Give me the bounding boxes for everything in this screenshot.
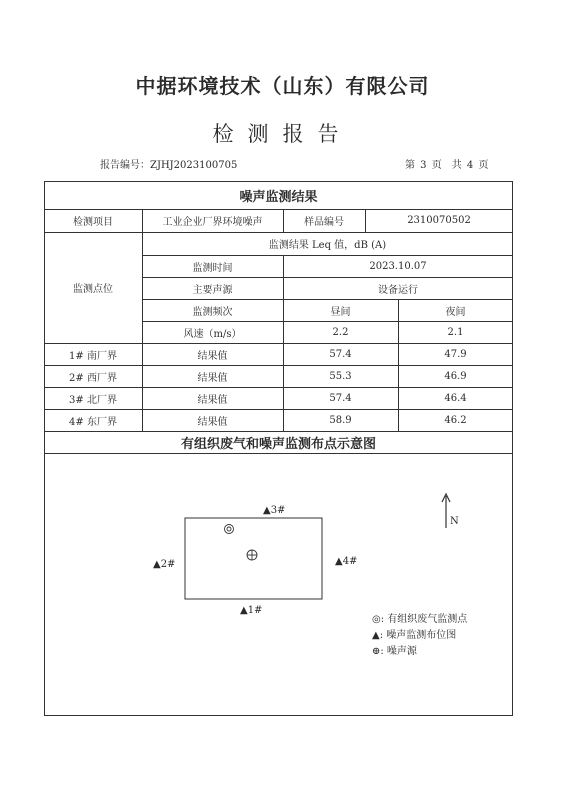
wind-day: 2.2 — [332, 326, 349, 338]
row-day: 57.4 — [329, 392, 352, 404]
legend-gas: ◎: 有组织废气监测点 — [372, 614, 468, 625]
row-night: 46.4 — [444, 392, 467, 404]
row-night: 47.9 — [444, 348, 467, 360]
document-title: 检测报告 — [212, 122, 353, 146]
row-day: 55.3 — [329, 370, 352, 382]
row-point: 1# 南厂界 — [69, 350, 117, 362]
row-night: 46.9 — [444, 370, 467, 382]
row-point: 3# 北厂界 — [69, 394, 117, 406]
source-value: 设备运行 — [378, 284, 418, 296]
row-type: 结果值 — [197, 394, 228, 406]
item-value: 工业企业厂界环境噪声 — [162, 217, 263, 228]
row-day: 58.9 — [329, 414, 352, 426]
source-label: 主要声源 — [192, 284, 233, 296]
noise-source-icon — [247, 550, 257, 560]
point-label: 监测点位 — [73, 284, 113, 295]
row-type: 结果值 — [197, 416, 228, 428]
noise-point-3: ▲3# — [263, 505, 286, 516]
result-header: 监测结果 Leq 值，dB (A) — [268, 240, 387, 251]
gas-point-icon — [225, 525, 234, 534]
report-number: 报告编号：ZJHJ2023100705 — [100, 160, 238, 171]
row-day: 57.4 — [329, 348, 352, 360]
north-arrow-icon — [442, 494, 450, 528]
sample-label: 样品编号 — [304, 217, 344, 228]
noise-point-2: ▲2# — [153, 559, 176, 570]
item-label: 检测项目 — [73, 217, 113, 228]
legend-noise: ▲: 噪声监测布位图 — [372, 630, 457, 641]
noise-point-1: ▲1# — [240, 605, 263, 616]
row-type: 结果值 — [197, 372, 228, 384]
row-point: 4# 东厂界 — [69, 416, 117, 428]
wind-night: 2.1 — [447, 326, 464, 338]
diagram-title: 有组织废气和噪声监测布点示意图 — [180, 436, 376, 452]
company-name: 中据环境技术（山东）有限公司 — [135, 74, 430, 98]
wind-label: 风速（m/s） — [183, 328, 242, 340]
time-label: 监测时间 — [192, 262, 233, 274]
sample-value: 2310070502 — [407, 215, 471, 226]
noise-table-title: 噪声监测结果 — [239, 189, 318, 205]
legend-source: ⊕: 噪声源 — [372, 646, 417, 657]
noise-point-4: ▲4# — [335, 556, 358, 567]
row-type: 结果值 — [197, 350, 228, 362]
freq-label: 监测频次 — [192, 306, 233, 318]
page-info: 第 3 页 共 4 页 — [405, 160, 489, 171]
day-label: 昼间 — [330, 306, 351, 318]
row-point: 2# 西厂界 — [69, 372, 117, 384]
time-value: 2023.10.07 — [369, 260, 427, 272]
factory-boundary — [185, 518, 322, 599]
night-label: 夜间 — [445, 306, 466, 318]
north-label: N — [450, 516, 459, 527]
row-night: 46.2 — [444, 414, 467, 426]
